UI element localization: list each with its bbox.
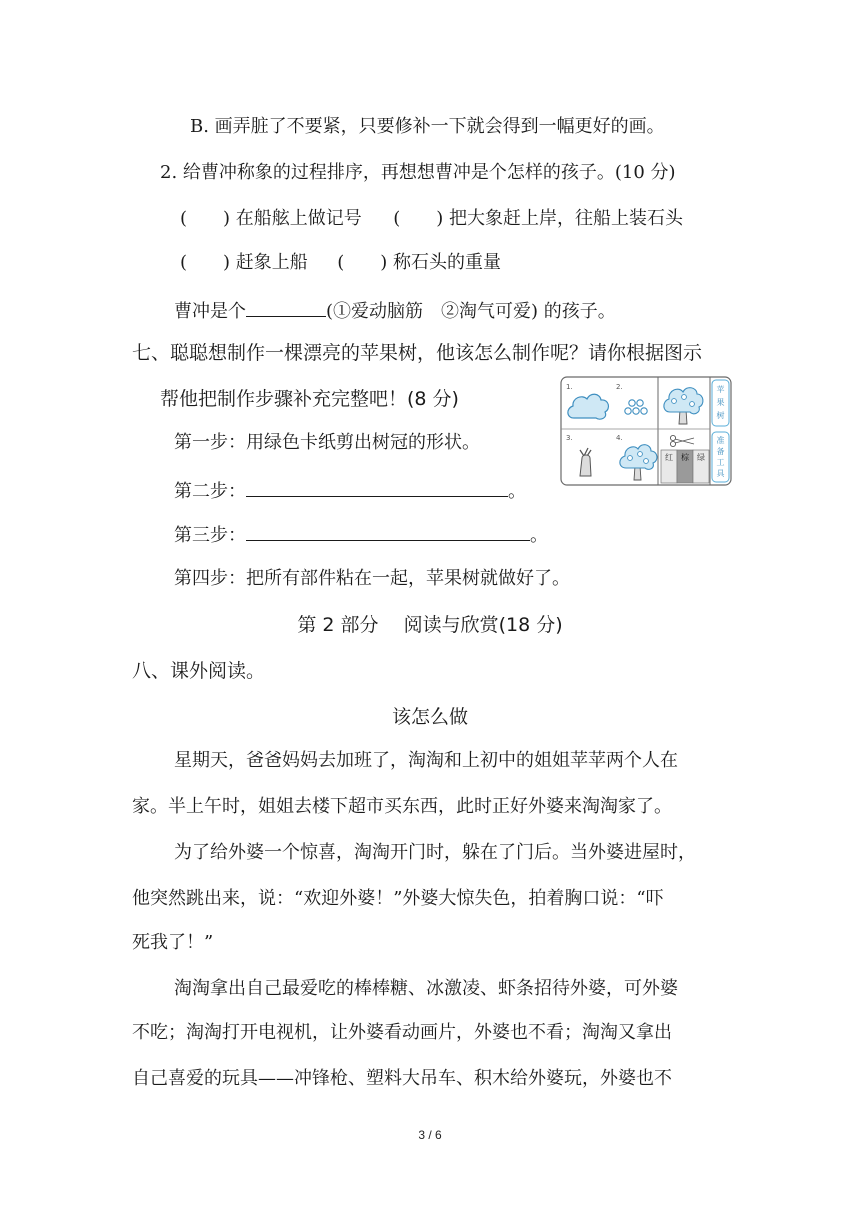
kid-description-row — [174, 296, 616, 325]
kid-prefix: 曹冲是个 — [174, 301, 246, 322]
step-3-blank[interactable] — [246, 520, 530, 541]
step-text: 把大象赶上岸，往船上装石头 — [449, 208, 684, 229]
figure-num-1: 1. — [566, 383, 573, 391]
color-brown-label: 棕 — [681, 453, 689, 462]
step-1: 第一步：用绿色卡纸剪出树冠的形状。 — [174, 432, 480, 453]
story-line: 家。半上午时，姐姐去楼下超市买东西，此时正好外婆来淘淘家了。 — [132, 796, 672, 817]
question-7-title: 七、聪聪想制作一棵漂亮的苹果树，他该怎么制作呢？请你根据图示 — [132, 342, 703, 364]
question-8-title: 八、课外阅读。 — [132, 660, 266, 682]
order-blank[interactable]: ( ) — [180, 252, 231, 273]
step-text: 在船舷上做记号 — [235, 208, 362, 229]
story-line: 他突然跳出来，说：“欢迎外婆！”外婆大惊失色，拍着胸口说：“吓 — [132, 888, 664, 909]
step-2-end: 。 — [508, 481, 526, 502]
order-blank[interactable]: ( ) — [180, 208, 231, 229]
order-row-2 — [180, 250, 501, 276]
step-2-blank[interactable] — [246, 476, 508, 497]
kid-options: (①爱动脑筋 ②淘气可爱) — [326, 301, 539, 322]
side-label-bottom: 准备工具 — [716, 436, 725, 478]
order-blank[interactable]: ( ) — [337, 252, 388, 273]
kid-suffix: 的孩子。 — [543, 301, 616, 322]
step-text: 赶象上船 — [235, 252, 308, 273]
apple-tree-steps-figure — [560, 376, 732, 486]
trunk-body — [580, 455, 591, 476]
step-text: 称石头的重量 — [393, 252, 502, 273]
order-blank[interactable]: ( ) — [393, 208, 444, 229]
question-2-prompt: 2. 给曹冲称象的过程排序，再想想曹冲是个怎样的孩子。(10 分) — [160, 162, 676, 183]
story-line: 不吃；淘淘打开电视机，让外婆看动画片，外婆也不看；淘淘又拿出 — [132, 1022, 672, 1043]
color-red-label: 红 — [665, 453, 673, 462]
story-line: 为了给外婆一个惊喜，淘淘开门时，躲在了门后。当外婆进屋时， — [174, 842, 696, 863]
question-7-title-cont: 帮他把制作步骤补充完整吧！(8 分) — [160, 388, 459, 410]
story-title: 该怎么做 — [391, 706, 468, 728]
step-3-label: 第三步： — [174, 525, 246, 546]
story-line: 死我了！” — [132, 932, 214, 953]
answer-blank[interactable] — [246, 296, 326, 317]
figure-num-4: 4. — [616, 434, 623, 442]
figure-num-2: 2. — [616, 383, 623, 391]
order-row-1 — [180, 206, 683, 232]
part-2-title: 第 2 部分 阅读与欣赏(18 分) — [297, 614, 563, 636]
option-b: B. 画弄脏了不要紧，只要修补一下就会得到一幅更好的画。 — [190, 116, 665, 137]
step-3-row — [174, 520, 548, 549]
color-green-label: 绿 — [697, 453, 705, 462]
step-4: 第四步：把所有部件粘在一起，苹果树就做好了。 — [174, 568, 570, 589]
story-line: 星期天，爸爸妈妈去加班了，淘淘和上初中的姐姐苹苹两个人在 — [174, 750, 678, 771]
story-line: 自己喜爱的玩具——冲锋枪、塑料大吊车、积木给外婆玩，外婆也不 — [132, 1068, 672, 1089]
step-2-label: 第二步： — [174, 481, 246, 502]
step-3-end: 。 — [530, 525, 548, 546]
figure-num-3: 3. — [566, 434, 573, 442]
page-number: 3 / 6 — [418, 1128, 442, 1142]
side-label-top: 苹果树 — [716, 385, 725, 420]
step-2-row — [174, 476, 526, 505]
story-line: 淘淘拿出自己最爱吃的棒棒糖、冰激凌、虾条招待外婆，可外婆 — [174, 978, 678, 999]
